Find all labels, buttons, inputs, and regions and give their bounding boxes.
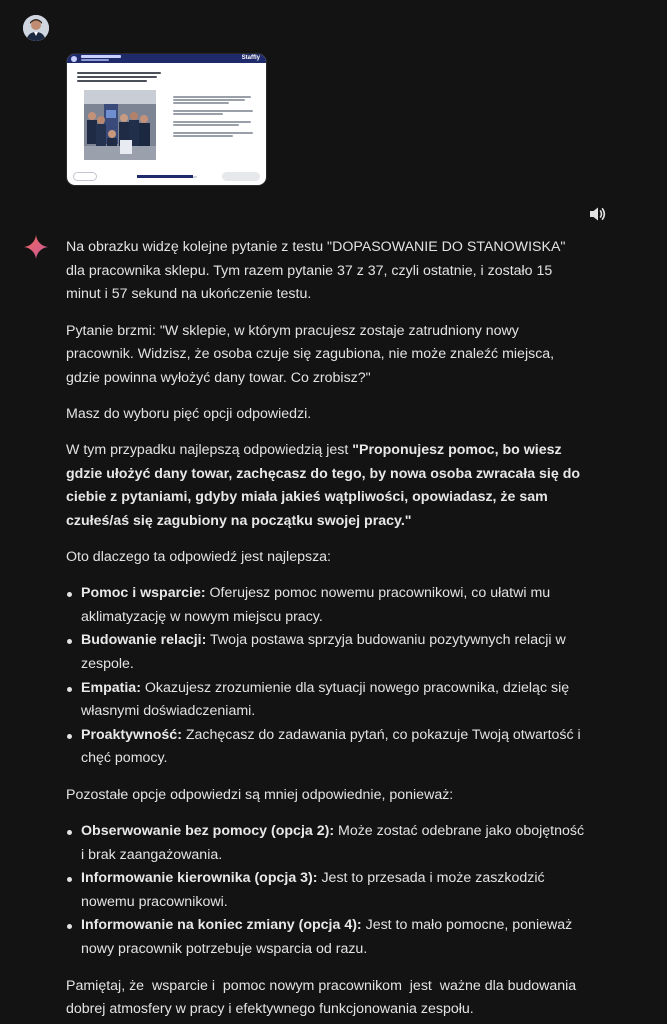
list-item: [66, 582, 586, 629]
thumbnail-option-line: [173, 96, 251, 98]
thumbnail-header: [67, 54, 266, 63]
thumbnail-brand: Staffly: [241, 55, 260, 61]
thumbnail-title-line: [81, 55, 121, 58]
thumbnail-progress-fill: [137, 175, 193, 178]
thumbnail-text-line: [77, 76, 157, 78]
thumbnail-text-line: [77, 80, 147, 82]
reason-title: Pomoc i wsparcie:: [81, 585, 206, 602]
list-item: [66, 629, 586, 676]
attachment-thumbnail[interactable]: [66, 53, 267, 186]
other-text: Może zostać odebrane jako obojętność i brak zaangażowania.: [81, 822, 585, 863]
list-item: [66, 677, 586, 724]
other-text: Jest to mało pomocne, ponieważ nowy pracownik potrzebuje wsparcia od razu.: [81, 917, 573, 957]
reason-text: Okazujesz zrozumienie dla sytuacji nowego pracownika, dzieląc się własnymi doświadczeniami.: [81, 679, 570, 720]
response-question: Pytanie brzmi: "W sklepie, w którym pracujesz zostaje zatrudniony nowy pracownik. Widzisz, że osoba czuje się zagubiona, nie może znaleźć miejsca, gdzie powinna wyłożyć dany towar. Co zrobisz?": [66, 322, 555, 386]
thumbnail-photo: [84, 90, 156, 160]
thumbnail-logo-icon: [71, 56, 77, 62]
other-title: Informowanie na koniec zmiany (opcja 4):: [81, 917, 362, 934]
response-others-heading: Pozostałe opcje odpowiedzi są mniej odpowiednie, ponieważ:: [66, 786, 454, 803]
thumbnail-option-line: [173, 99, 245, 101]
thumbnail-subtitle-line: [81, 59, 109, 61]
reason-text: Twoja postawa sprzyja budowaniu pozytywnych relacji w zespole.: [81, 632, 566, 672]
assistant-response: [66, 236, 586, 1024]
thumbnail-option-line: [173, 102, 229, 104]
reason-title: Proaktywność:: [81, 726, 182, 743]
thumbnail-option-line: [173, 113, 223, 115]
list-item: [66, 867, 586, 914]
response-closing: Pamiętaj, że wsparcie i pomoc nowym pracownikom jest ważne dla budowania dobrej atmosfery w pracy i efektywnego funkcjonowania zespołu.: [66, 977, 581, 1018]
user-avatar[interactable]: [23, 15, 49, 41]
reason-title: Empatia:: [81, 679, 141, 696]
list-item: [66, 914, 586, 961]
thumbnail-option-line: [173, 132, 253, 134]
others-list: [66, 820, 586, 962]
response-best-answer: [66, 439, 586, 533]
sparkle-icon: [24, 235, 48, 259]
person-icon: [23, 15, 49, 41]
list-item: [66, 724, 586, 771]
thumbnail-back-button: [73, 172, 97, 181]
best-answer-text: "Proponujesz pomoc, bo wiesz gdzie ułożyć dany towar, zachęcasz do tego, by nowa osoba zwracała się do ciebie z pytaniami, gdyby miała jakieś wątpliwości, opowiadasz, że sam czułeś/aś się zagubiony na początku swojej pracy.": [66, 442, 581, 529]
reason-text: Zachęcasz do zadawania pytań, co pokazuje Twoją otwartość i chęć pomocy.: [81, 726, 581, 767]
reason-title: Budowanie relacji:: [81, 632, 207, 649]
other-title: Informowanie kierownika (opcja 3):: [81, 870, 318, 887]
team-photo-icon: [84, 90, 156, 160]
reasons-list: [66, 582, 586, 771]
best-answer-prefix: W tym przypadku najlepszą odpowiedzią jest: [66, 442, 353, 459]
thumbnail-option-line: [173, 135, 233, 137]
response-options-count: Masz do wyboru pięć opcji odpowiedzi.: [66, 406, 312, 423]
other-title: Obserwowanie bez pomocy (opcja 2):: [81, 822, 335, 839]
response-why-heading: Oto dlaczego ta odpowiedź jest najlepsza:: [66, 549, 331, 566]
other-text: Jest to przesada i może zaszkodzić nowemu pracownikowi.: [81, 870, 545, 910]
thumbnail-text-line: [77, 72, 161, 74]
response-intro: Na obrazku widzę kolejne pytanie z testu "DOPASOWANIE DO STANOWISKA" dla pracownika sklepu. Tym razem pytanie 37 z 37, czyli ostatnie, i zostało 15 minut i 57 sekund na ukończenie testu.: [66, 239, 566, 303]
thumbnail-option-line: [173, 110, 253, 112]
thumbnail-next-button: [222, 172, 260, 181]
reason-text: Oferujesz pomoc nowemu pracownikowi, co ułatwi mu aklimatyzację w nowym miejscu pracy.: [81, 585, 551, 625]
thumbnail-option-line: [173, 121, 251, 123]
thumbnail-option-line: [173, 124, 239, 126]
speaker-icon[interactable]: [589, 206, 607, 222]
list-item: [66, 820, 586, 867]
